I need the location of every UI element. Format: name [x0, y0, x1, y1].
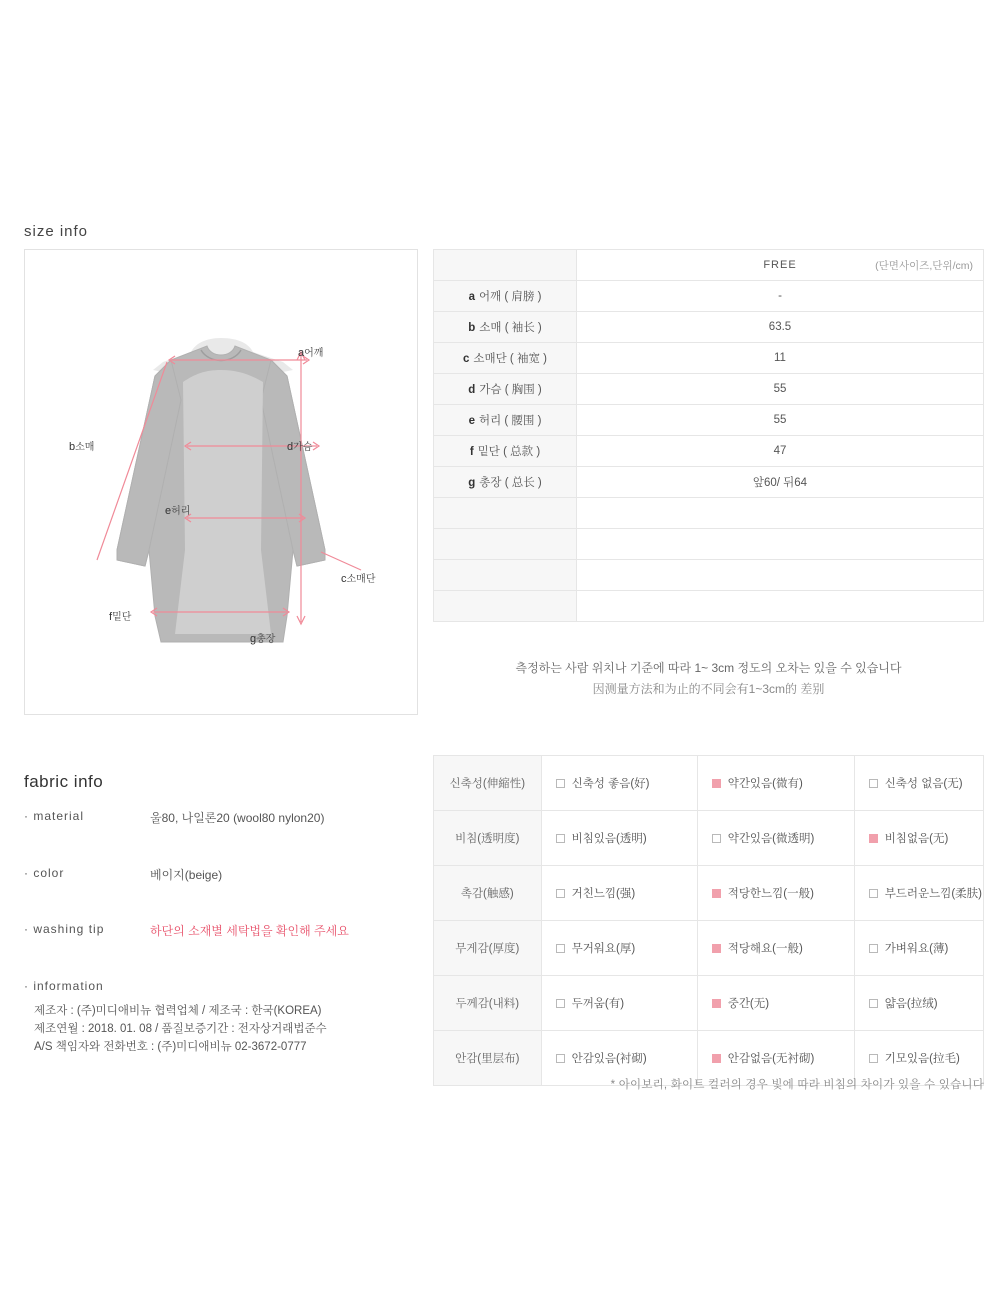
checkbox-icon[interactable]	[869, 1054, 878, 1063]
property-name-weight: 무게감(厚度)	[434, 921, 542, 976]
property-option-cell[interactable]	[854, 976, 983, 1031]
row-value-c: 11	[577, 343, 984, 374]
row-key-d: d	[468, 384, 476, 396]
row-label-g	[434, 467, 577, 498]
option-label: 적당해요(一般)	[727, 943, 803, 955]
header-blank-cell	[434, 250, 577, 281]
row-label-f	[434, 436, 577, 467]
information-line-1: 제조자 : (주)미디애비뉴 협력업체 / 제조국 : 한국(KOREA)	[34, 1005, 322, 1017]
diagram-label-e: e허리	[165, 505, 191, 517]
row-value-empty-3	[577, 560, 984, 591]
option-label: 기모있음(拉毛)	[884, 1053, 960, 1065]
row-label-empty-3	[434, 560, 577, 591]
measurement-tolerance-note	[433, 658, 984, 700]
option-label: 무거워요(厚)	[571, 943, 636, 955]
row-key-b: b	[468, 322, 476, 334]
table-row-empty	[434, 498, 984, 529]
row-value-b: 63.5	[577, 312, 984, 343]
option-label: 두꺼움(有)	[571, 998, 625, 1010]
option-label: 안감있음(衬砌)	[571, 1053, 647, 1065]
option-label: 약간있음(微有)	[727, 778, 803, 790]
row-text-f: 밑단 ( 总款 )	[477, 446, 541, 458]
diagram-label-b: b소매	[69, 441, 95, 453]
property-option-cell[interactable]	[697, 756, 854, 811]
property-name-texture: 촉감(触感)	[434, 866, 542, 921]
property-name-stretch: 신축성(伸縮性)	[434, 756, 542, 811]
row-text-e: 허리 ( 腰围 )	[478, 415, 542, 427]
table-row	[434, 374, 984, 405]
option-label: 신축성 좋음(好)	[571, 778, 650, 790]
table-row	[434, 921, 984, 976]
fabric-key-washing-tip: · washing tip	[24, 922, 105, 936]
checkbox-icon[interactable]	[556, 1054, 565, 1063]
fabric-property-table	[433, 755, 984, 1086]
checkbox-icon[interactable]	[869, 889, 878, 898]
fabric-key-color: · color	[24, 866, 65, 880]
option-label: 가벼워요(薄)	[884, 943, 949, 955]
manufacturer-information	[24, 979, 327, 1056]
property-name-thickness: 두께감(내料)	[434, 976, 542, 1031]
row-text-c: 소매단 ( 袖宽 )	[473, 353, 547, 365]
row-key-f: f	[469, 446, 474, 458]
table-row-empty	[434, 529, 984, 560]
size-measurement-table	[433, 249, 984, 622]
checkbox-icon[interactable]	[869, 999, 878, 1008]
option-label: 적당한느낌(一般)	[727, 888, 814, 900]
information-line-2: 제조연월 : 2018. 01. 08 / 품질보증기간 : 전자상거래법준수	[34, 1023, 327, 1035]
row-value-g: 앞60/ 뒤64	[577, 467, 984, 498]
table-row	[434, 312, 984, 343]
property-option-cell[interactable]	[697, 811, 854, 866]
fabric-value-material: 울80, 나일론20 (wool80 nylon20)	[150, 811, 325, 825]
row-value-empty-2	[577, 529, 984, 560]
header-size-cell	[577, 250, 984, 281]
information-title: · information	[24, 979, 104, 993]
checkbox-icon-checked[interactable]	[712, 999, 721, 1008]
property-option-cell[interactable]	[854, 811, 983, 866]
information-lines	[34, 1002, 327, 1056]
property-option-cell[interactable]	[854, 921, 983, 976]
color-sheerness-footnote: * 아이보리, 화이트 컬러의 경우 빛에 따라 비침의 차이가 있을 수 있습니다	[610, 1079, 984, 1091]
row-value-d: 55	[577, 374, 984, 405]
checkbox-icon[interactable]	[869, 944, 878, 953]
information-line-3: A/S 책임자와 전화번호 : (주)미디애비뉴 02-3672-0777	[34, 1041, 307, 1053]
table-row-empty	[434, 591, 984, 622]
option-label: 안감없음(无衬砌)	[727, 1053, 815, 1065]
option-label: 거친느낌(强)	[571, 888, 636, 900]
checkbox-icon[interactable]	[556, 999, 565, 1008]
checkbox-icon-checked[interactable]	[712, 1054, 721, 1063]
property-option-cell[interactable]	[697, 976, 854, 1031]
row-label-empty-2	[434, 529, 577, 560]
row-text-d: 가슴 ( 胸围 )	[479, 384, 542, 396]
fabric-value-washing-tip: 하단의 소재별 세탁법을 확인해 주세요	[150, 924, 349, 938]
diagram-label-g: g총장	[250, 633, 276, 645]
checkbox-icon-checked[interactable]	[712, 944, 721, 953]
row-label-d	[434, 374, 577, 405]
row-value-empty-4	[577, 591, 984, 622]
tolerance-note-kr: 측정하는 사람 위치나 기준에 따라 1~ 3cm 정도의 오차는 있을 수 있습니다	[515, 661, 902, 675]
size-unit-note: (단면사이즈,단위/cm)	[875, 260, 973, 272]
row-key-e: e	[468, 415, 475, 427]
checkbox-icon-checked[interactable]	[712, 889, 721, 898]
fabric-value-color: 베이지(beige)	[150, 868, 223, 882]
row-value-a: -	[577, 281, 984, 312]
size-free-label: FREE	[763, 259, 797, 271]
checkbox-icon[interactable]	[556, 834, 565, 843]
checkbox-icon[interactable]	[556, 889, 565, 898]
checkbox-icon-checked[interactable]	[869, 834, 878, 843]
option-label: 부드러운느낌(柔肤)	[884, 888, 982, 900]
row-label-a	[434, 281, 577, 312]
table-row	[434, 343, 984, 374]
row-label-empty-1	[434, 498, 577, 529]
property-option-cell[interactable]	[541, 866, 697, 921]
row-key-a: a	[468, 291, 475, 303]
tolerance-note-cn: 因测量方法和为止的不同会有1~3cm的 差别	[592, 682, 825, 696]
table-row	[434, 976, 984, 1031]
row-text-g: 총장 ( 总长 )	[479, 477, 542, 489]
property-option-cell[interactable]	[854, 756, 983, 811]
row-key-g: g	[468, 477, 476, 489]
option-label: 약간있음(微透明)	[727, 833, 815, 845]
garment-diagram-svg	[25, 250, 417, 714]
diagram-label-a: a어깨	[298, 347, 324, 359]
property-option-cell[interactable]	[697, 866, 854, 921]
row-label-e	[434, 405, 577, 436]
row-text-a: 어깨 ( 肩膀 )	[478, 291, 542, 303]
diagram-label-f: f밑단	[109, 611, 132, 623]
checkbox-icon[interactable]	[869, 779, 878, 788]
row-value-empty-1	[577, 498, 984, 529]
option-label: 비침없음(无)	[884, 833, 949, 845]
row-label-empty-4	[434, 591, 577, 622]
checkbox-icon-checked[interactable]	[712, 779, 721, 788]
fabric-info-title: fabric info	[24, 772, 104, 791]
property-name-lining: 안감(里层布)	[434, 1031, 542, 1086]
option-label: 중간(无)	[727, 998, 770, 1010]
table-row-empty	[434, 560, 984, 591]
property-option-cell[interactable]	[697, 921, 854, 976]
row-value-f: 47	[577, 436, 984, 467]
checkbox-icon[interactable]	[712, 834, 721, 843]
option-label: 얇음(拉绒)	[884, 998, 938, 1010]
table-row	[434, 281, 984, 312]
table-row	[434, 467, 984, 498]
table-header-row	[434, 250, 984, 281]
table-row	[434, 811, 984, 866]
table-row	[434, 405, 984, 436]
row-label-c	[434, 343, 577, 374]
fabric-key-material: · material	[24, 809, 85, 823]
checkbox-icon[interactable]	[556, 944, 565, 953]
checkbox-icon[interactable]	[556, 779, 565, 788]
row-value-e: 55	[577, 405, 984, 436]
property-option-cell[interactable]	[541, 811, 697, 866]
option-label: 신축성 없음(无)	[884, 778, 963, 790]
table-row	[434, 756, 984, 811]
size-info-title: size info	[24, 223, 89, 240]
diagram-label-c: c소매단	[341, 573, 376, 585]
garment-diagram	[24, 249, 418, 715]
row-text-b: 소매 ( 袖长 )	[479, 322, 542, 334]
row-label-b	[434, 312, 577, 343]
diagram-label-d: d가슴	[287, 441, 313, 453]
property-option-cell[interactable]	[541, 756, 697, 811]
row-key-c: c	[463, 353, 470, 365]
property-name-sheerness: 비침(透明度)	[434, 811, 542, 866]
property-option-cell[interactable]	[854, 866, 983, 921]
table-row	[434, 866, 984, 921]
property-option-cell[interactable]	[541, 976, 697, 1031]
option-label: 비침있음(透明)	[571, 833, 647, 845]
property-option-cell[interactable]	[541, 921, 697, 976]
table-row	[434, 436, 984, 467]
